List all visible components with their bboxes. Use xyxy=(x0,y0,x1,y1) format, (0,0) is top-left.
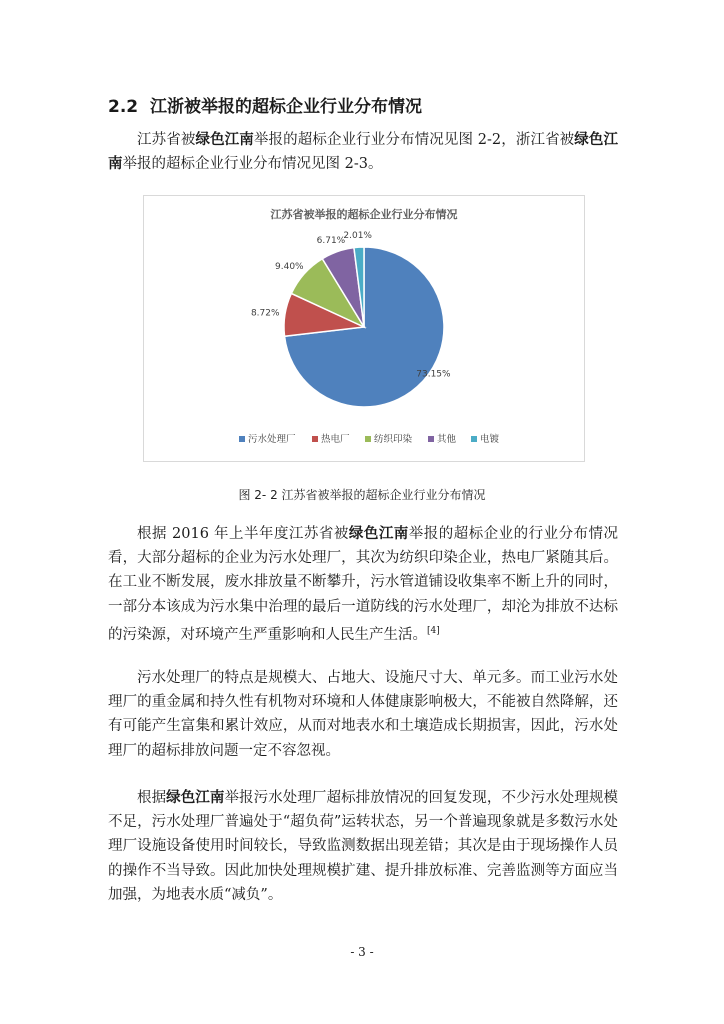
legend-label-0: 污水处理厂 xyxy=(248,434,296,445)
data-label-1: 8.72% xyxy=(250,308,280,319)
legend-swatch-1 xyxy=(312,436,318,442)
legend-label-4: 电镀 xyxy=(480,434,500,445)
legend-swatch-0 xyxy=(239,436,245,442)
chart-legend xyxy=(239,433,500,445)
chart-title: 江苏省被举报的超标企业行业分布情况 xyxy=(270,208,458,221)
legend-label-2: 纺织印染 xyxy=(374,434,413,445)
para3-text-1: 根据 xyxy=(137,790,167,806)
data-label-4: 2.01% xyxy=(343,231,372,242)
legend-swatch-2 xyxy=(365,436,371,442)
citation-ref: [4] xyxy=(427,625,440,636)
para3-brand: 绿色江南 xyxy=(166,790,225,806)
section-title: 江浙被举报的超标企业行业分布情况 xyxy=(149,97,422,117)
data-label-0: 73.15% xyxy=(416,369,451,380)
para1-text-2: 举报的超标企业的行业分布情况看，大部分超标的企业为污水处理厂，其次为纺织印染企业，热电厂紧随其后。在工业不断发展，废水排放量不断攀升，污水管道铺设收集率不断上升的同时，一部分本该成为污水集中治理的最后一道防线的污水处理厂，却沦为排放不达标的污染源，对环境产生严重影响和人民生产生活。 xyxy=(108,526,619,643)
page-number: - 3 - xyxy=(350,945,374,959)
pie-chart xyxy=(143,195,585,462)
intro-text-1: 江苏省被 xyxy=(137,132,196,148)
pie-slices xyxy=(284,247,444,407)
para3-text-2: 举报污水处理厂超标排放情况的回复发现，不少污水处理规模不足，污水处理厂普遍处于“超负荷”运转状态，另一个普遍现象就是多数污水处理厂设施设备使用时间较长，导致监测数据出现差错；其次是由于现场操作人员的操作不当导致。因此加快处理规模扩建、提升排放标准、完善监测等方面应当加强，为地表水质“减负”。 xyxy=(108,790,618,903)
legend-label-1: 热电厂 xyxy=(321,434,350,445)
paragraph-3 xyxy=(108,786,618,907)
intro-paragraph xyxy=(108,128,618,176)
data-label-2: 9.40% xyxy=(275,261,304,272)
section-heading xyxy=(108,92,422,117)
intro-brand-2: 绿色江南 xyxy=(108,132,619,173)
pie-chart-svg xyxy=(144,196,584,461)
paragraph-1 xyxy=(108,522,618,647)
legend-label-3: 其他 xyxy=(437,434,457,445)
legend-swatch-3 xyxy=(428,436,434,442)
section-number: 2.2 xyxy=(108,97,139,117)
intro-text-2: 举报的超标企业行业分布情况见图 2-2，浙江省被 xyxy=(253,132,575,148)
legend-swatch-4 xyxy=(471,436,477,442)
data-label-3: 6.71% xyxy=(316,236,346,247)
figure-caption: 图 2- 2 江苏省被举报的超标企业行业分布情况 xyxy=(238,488,486,502)
para1-brand: 绿色江南 xyxy=(348,526,409,542)
intro-text-3: 举报的超标企业行业分布情况见图 2-3。 xyxy=(122,156,383,173)
paragraph-2: 污水处理厂的特点是规模大、占地大、设施尺寸大、单元多。而工业污水处理厂的重金属和持久性有机物对环境和人体健康影响极大，不能被自然降解，还有可能产生富集和累计效应，从而对地表水和土壤造成长期损害，因此，污水处理厂的超标排放问题一定不容忽视。 xyxy=(108,670,618,759)
intro-brand-1: 绿色江南 xyxy=(195,132,254,148)
para1-text-1: 根据 2016 年上半年度江苏省被 xyxy=(137,526,349,542)
